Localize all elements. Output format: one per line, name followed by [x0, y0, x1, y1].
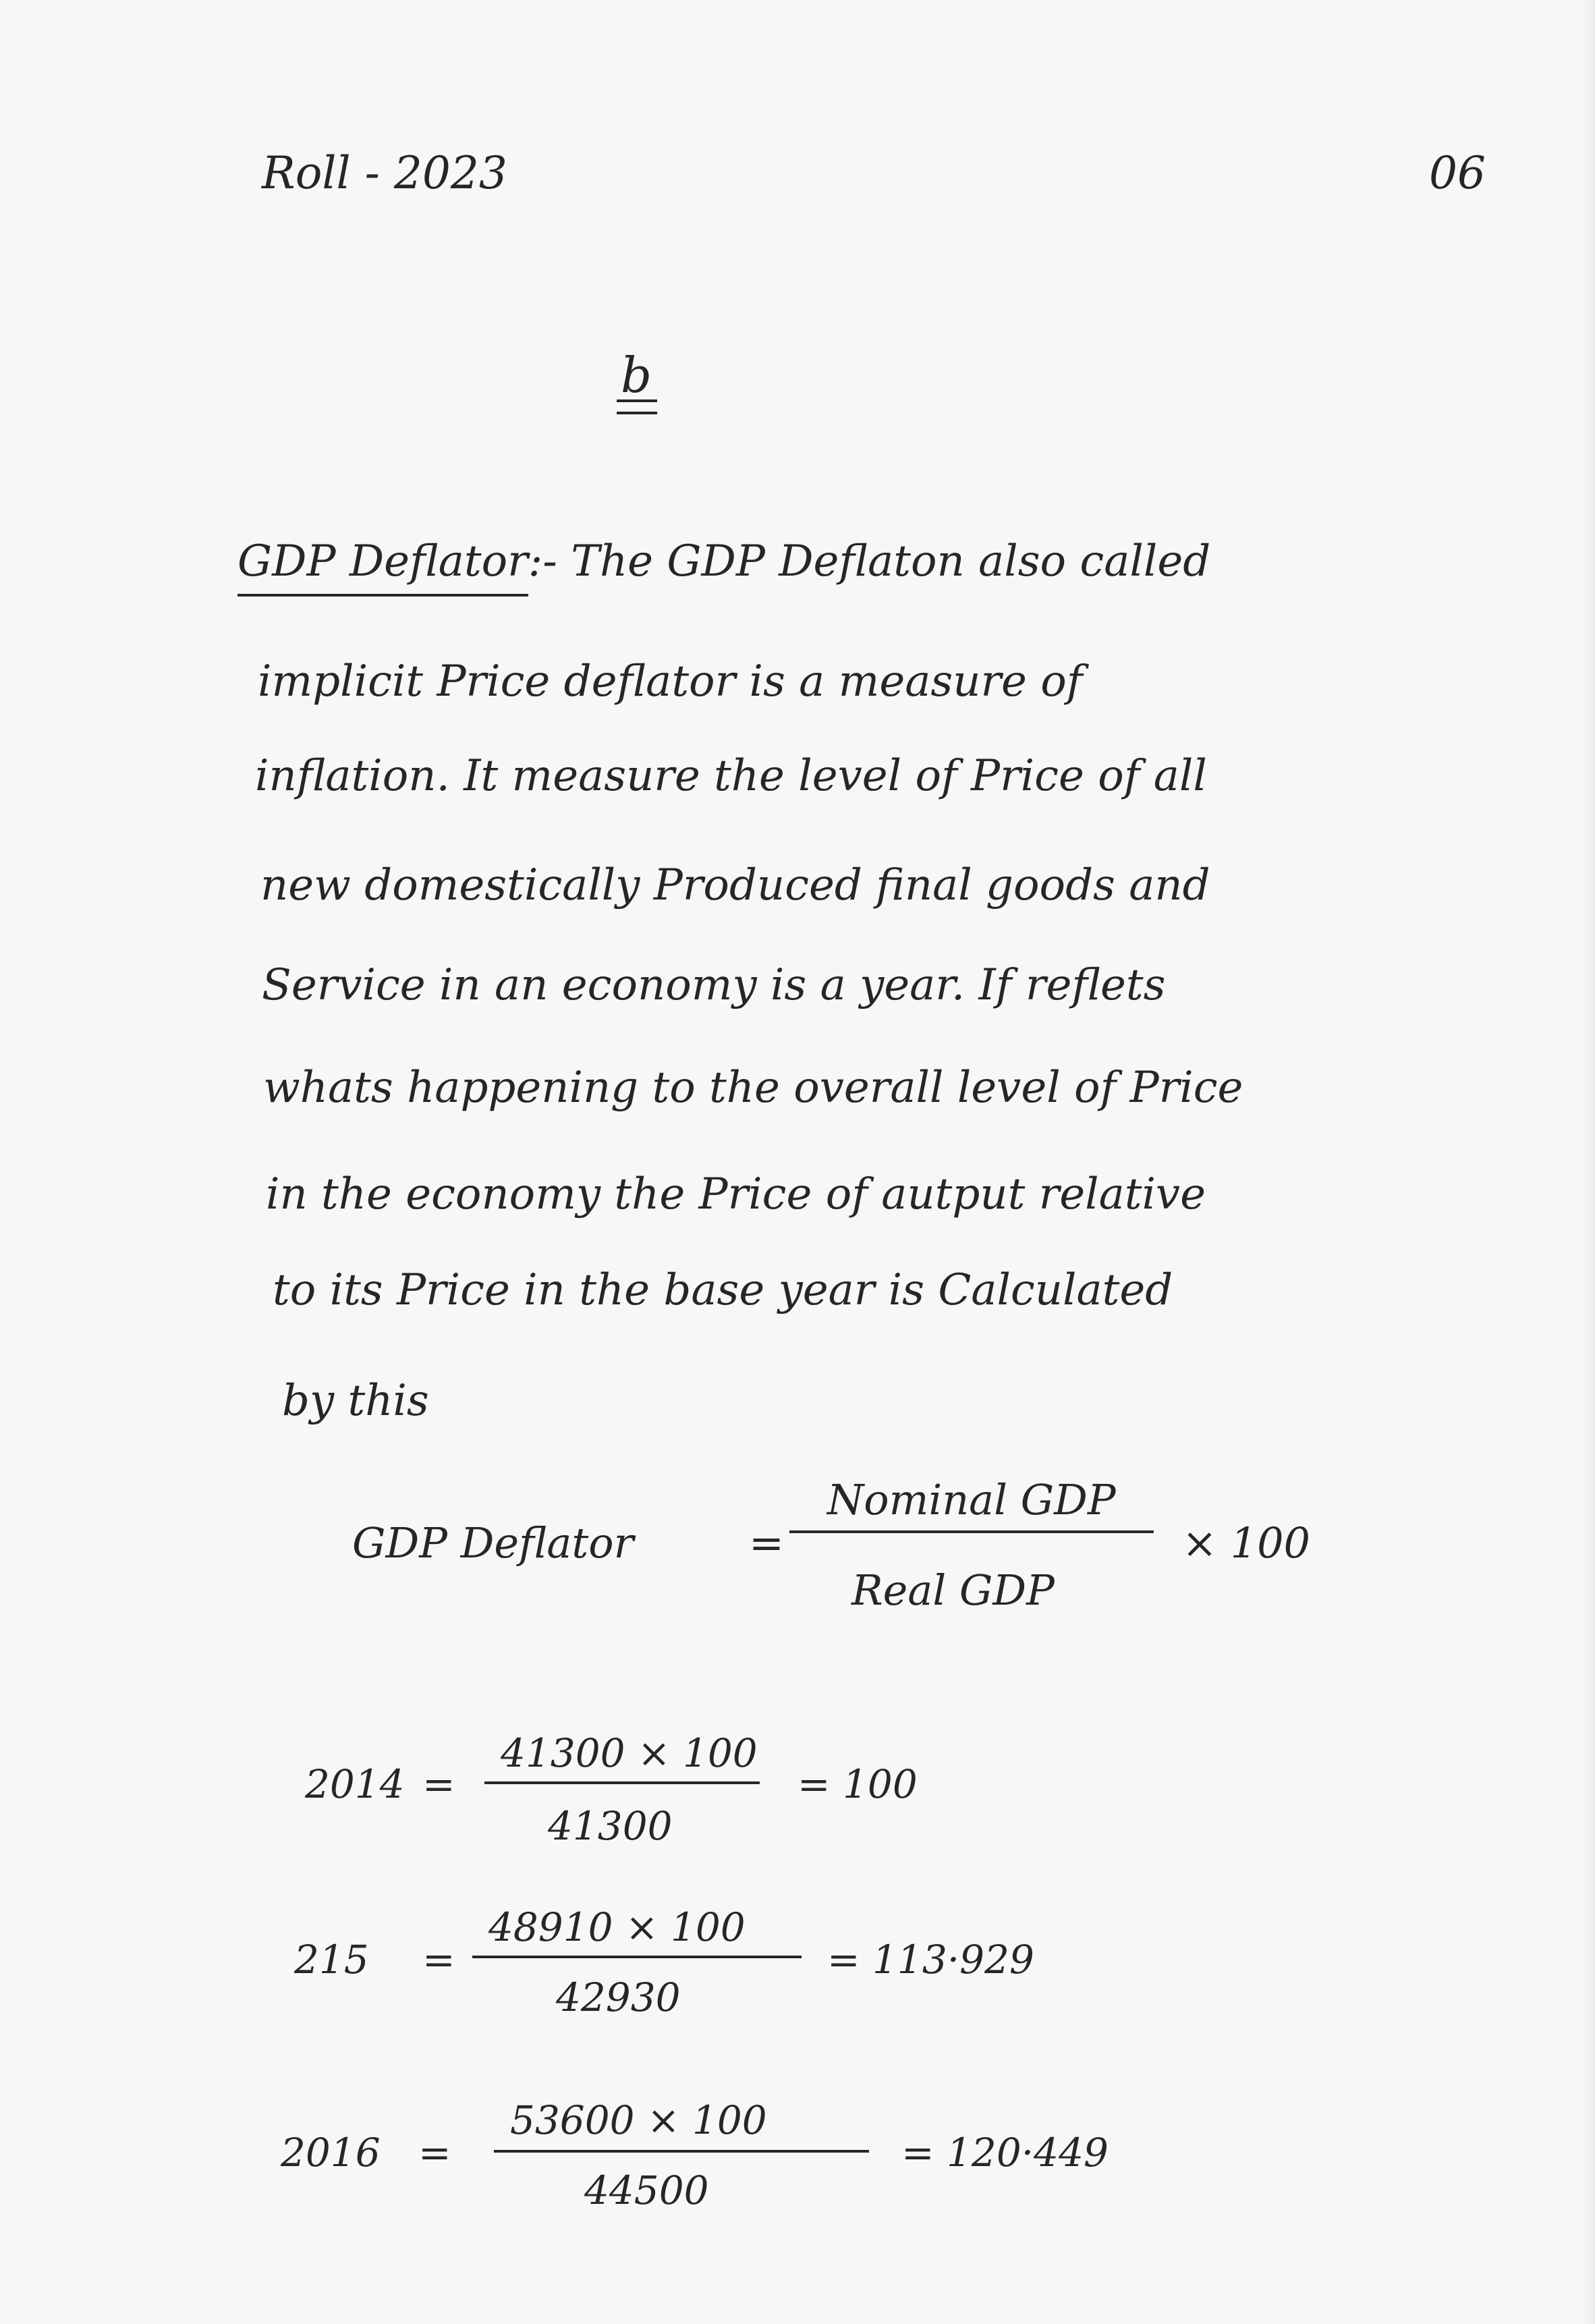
calc-2016-fraction-line: [494, 2150, 869, 2153]
definition-line-8: to its Price in the base year is Calculated: [273, 1265, 1173, 1315]
calc-2016-result: = 120·449: [901, 2130, 1109, 2176]
formula-denominator: Real GDP: [851, 1566, 1055, 1615]
calc-2016-year: 2016: [281, 2130, 381, 2176]
roll-number: Roll - 2023: [262, 147, 507, 199]
calc-2016-numerator: 53600 × 100: [510, 2097, 767, 2143]
definition-line-3: inflation. It measure the level of Price of all: [255, 751, 1207, 801]
section-label: b: [621, 347, 652, 404]
definition-line-1: [237, 536, 1211, 586]
formula-multiplier: × 100: [1182, 1518, 1310, 1568]
definition-line-1-text: :- The GDP Deflaton also called: [528, 536, 1211, 586]
calc-215-numerator: 48910 × 100: [488, 1904, 746, 1950]
calc-215-denominator: 42930: [556, 1974, 681, 2020]
calc-2016-denominator: 44500: [584, 2167, 709, 2213]
definition-line-4: new domestically Produced final goods and: [260, 860, 1210, 910]
calc-2014-year: 2014: [305, 1761, 405, 1807]
definition-line-5: Service in an economy is a year. If reflets: [262, 960, 1166, 1010]
calc-2016-equals: =: [418, 2130, 451, 2176]
calc-215-year: 215: [294, 1937, 369, 1983]
formula-numerator: Nominal GDP: [827, 1475, 1116, 1524]
calc-2014-denominator: 41300: [548, 1803, 673, 1849]
definition-line-2: implicit Price deflator is a measure of: [258, 657, 1083, 707]
calc-2014-numerator: 41300 × 100: [501, 1730, 758, 1776]
page-edge: [1582, 0, 1595, 2324]
definition-line-9: by this: [282, 1376, 429, 1426]
formula-label: GDP Deflator: [352, 1518, 634, 1568]
page-number: 06: [1429, 147, 1486, 199]
definition-line-6: whats happening to the overall level of Price: [263, 1063, 1243, 1113]
definition-term: GDP Deflator: [237, 536, 528, 586]
definition-line-7: in the economy the Price of autput relative: [266, 1169, 1206, 1219]
calc-215-equals: =: [422, 1937, 455, 1983]
calc-2014-equals: =: [422, 1761, 455, 1807]
calc-215-fraction-line: [472, 1956, 802, 1958]
calc-2014-fraction-line: [484, 1781, 760, 1784]
formula-equals: =: [749, 1518, 784, 1568]
calc-215-result: = 113·929: [827, 1937, 1034, 1983]
calc-2014-result: = 100: [798, 1761, 918, 1807]
formula-fraction-line: [789, 1530, 1154, 1533]
